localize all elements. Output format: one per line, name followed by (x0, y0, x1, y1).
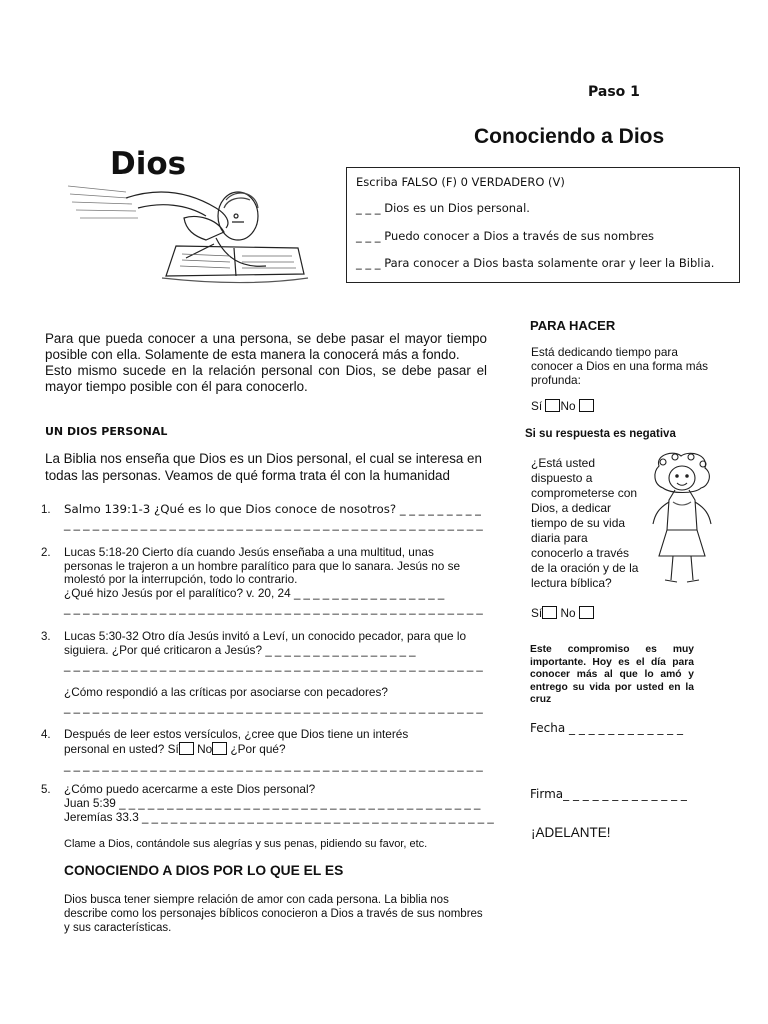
item-4-yes-label: Sí (167, 741, 179, 756)
item-5-ref-1-line: _ _ _ _ _ _ _ _ _ _ _ _ _ _ _ _ _ _ _ _ _ _ _ _ _ _ _ _ _ _ _ _ _ _ _ _ _ _ (119, 798, 481, 810)
page-title: Conociendo a Dios (474, 125, 665, 148)
dios-heading: Dios (110, 146, 187, 182)
call-to-prayer: Clame a Dios, contándole sus alegrías y sus penas, pidiendo su favor, etc. (64, 838, 428, 850)
sidebar-yes-checkbox[interactable] (545, 399, 560, 412)
sidebar-title: PARA HACER (530, 318, 616, 333)
section-text-knowing-god: Dios busca tener siempre relación de amor con cada persona. La biblia nos describe como los personajes bíblicos conocieron a Dios a través de sus nombres y sus características. (64, 894, 483, 934)
girl-illustration (645, 452, 719, 588)
item-2-answer-line: _ _ _ _ _ _ _ _ _ _ _ _ _ _ _ _ (293, 588, 445, 600)
quiz-question-3: _ _ _ Para conocer a Dios basta solamente orar y leer la Biblia. (356, 256, 715, 270)
item-4-why: ¿Por qué? (230, 741, 286, 756)
sidebar-no-checkbox-2[interactable] (579, 606, 594, 619)
sidebar-no-label-2: No (560, 606, 576, 620)
quiz-question-1: _ _ _ Dios es un Dios personal. (356, 201, 530, 215)
item-3-answer-line: _ _ _ _ _ _ _ _ _ _ _ _ _ _ _ _ (265, 644, 416, 657)
sidebar-commitment-text: Este compromiso es muy importante. Hoy es el día para conocer más al que lo amó y entrego su vida por usted en la cruz (530, 644, 694, 705)
item-3-question-2: ¿Cómo respondió a las críticas por asociarse con pecadores? (64, 685, 388, 699)
bible-reading-illustration (66, 178, 312, 288)
item-2-text: Lucas 5:18-20 Cierto día cuando Jesús enseñaba a una multitud, unas personas le trajeron a un hombre paralítico para que lo sanara. Jesús no se molestó por la interrupción, todo lo contrario. (64, 545, 461, 586)
item-number-2: 2. (41, 547, 51, 559)
item-number-5: 5. (41, 784, 51, 796)
sidebar-yes-no-2 (531, 606, 594, 620)
sidebar-yes-label-2: Sí (531, 606, 543, 620)
item-2-answer-line-2: _ _ _ _ _ _ _ _ _ _ _ _ _ _ _ _ _ _ _ _ _ _ _ _ _ _ _ _ _ _ _ _ _ _ _ _ _ _ _ _ _ _ _ _ (64, 603, 483, 615)
sidebar-yes-checkbox-2[interactable] (542, 606, 557, 619)
section-heading-personal-god: UN DIOS PERSONAL (45, 425, 168, 438)
item-4-no-label: No (197, 741, 213, 756)
item-5-ref-2 (64, 811, 494, 826)
quiz-question-2: _ _ _ Puedo conocer a Dios a través de sus nombres (356, 229, 655, 243)
item-2-question-text: ¿Qué hizo Jesús por el paralítico? v. 20, 24 (64, 586, 291, 600)
item-4-yes-checkbox[interactable] (179, 742, 194, 755)
item-4-no-checkbox[interactable] (212, 742, 227, 755)
true-false-quiz-box (346, 167, 740, 283)
item-4-answer-line: _ _ _ _ _ _ _ _ _ _ _ _ _ _ _ _ _ _ _ _ _ _ _ _ _ _ _ _ _ _ _ _ _ _ _ _ _ _ _ _ _ _ _ _ (64, 760, 483, 772)
sidebar-yes-label: Sí (531, 399, 543, 413)
step-label: Paso 1 (588, 84, 640, 100)
sidebar-yes-no-1 (531, 399, 594, 413)
item-5-ref-2-line: _ _ _ _ _ _ _ _ _ _ _ _ _ _ _ _ _ _ _ _ _ _ _ _ _ _ _ _ _ _ _ _ _ _ _ _ _ (142, 812, 494, 824)
quiz-instructions: Escriba FALSO (F) 0 VERDADERO (V) (356, 175, 565, 189)
item-1-question (64, 503, 481, 517)
item-number-4: 4. (41, 729, 51, 741)
section-text-personal-god: La Biblia nos enseña que Dios es un Dios personal, el cual se interesa en todas las personas. Veamos de qué forma trata él con la humanidad (45, 451, 482, 483)
sidebar-no-checkbox[interactable] (579, 399, 594, 412)
item-1-text: Salmo 139:1-3 ¿Qué es lo que Dios conoce de nosotros? (64, 502, 397, 516)
sidebar-negative-heading: Si su respuesta es negativa (525, 428, 676, 440)
item-3-answer-line-2: _ _ _ _ _ _ _ _ _ _ _ _ _ _ _ _ _ _ _ _ _ _ _ _ _ _ _ _ _ _ _ _ _ _ _ _ _ _ _ _ _ _ _ _ (64, 660, 483, 672)
item-3-question-text: Lucas 5:30-32 Otro día Jesús invitó a Leví, un conocido pecador, para que lo siguiera. ¿Por qué criticaron a Jesús? (64, 629, 467, 657)
item-number-1: 1. (41, 504, 51, 516)
item-1-answer-line: _ _ _ _ _ _ _ _ _ (399, 502, 481, 516)
sidebar-commit-question: ¿Está usted dispuesto a comprometerse con Dios, a dedicar tiempo de su vida diaria para conocerlo a través de la oración y de la lectura bíblica? (531, 456, 639, 590)
item-3-answer-line-3: _ _ _ _ _ _ _ _ _ _ _ _ _ _ _ _ _ _ _ _ _ _ _ _ _ _ _ _ _ _ _ _ _ _ _ _ _ _ _ _ _ _ _ _ (64, 702, 483, 714)
item-5-question: ¿Cómo puedo acercarme a este Dios personal? (64, 782, 316, 796)
item-3-text (64, 630, 484, 658)
item-1-answer-line-2: _ _ _ _ _ _ _ _ _ _ _ _ _ _ _ _ _ _ _ _ _ _ _ _ _ _ _ _ _ _ _ _ _ _ _ _ _ _ _ _ _ _ _ _ (64, 519, 483, 531)
item-4-question-text: Después de leer estos versículos, ¿cree que Dios tiene un interés personal en usted? (64, 727, 409, 756)
item-5-ref-2-label: Jeremías 33.3 (64, 810, 139, 824)
item-number-3: 3. (41, 631, 51, 643)
section-heading-knowing-god: CONOCIENDO A DIOS POR LO QUE EL ES (64, 863, 344, 878)
item-4-text (64, 728, 434, 756)
signature-line[interactable]: Firma_ _ _ _ _ _ _ _ _ _ _ _ _ (530, 787, 687, 801)
intro-paragraph-2: Esto mismo sucede en la relación personal con Dios, se debe pasar el mayor tiempo posible con él para conocerlo. (45, 363, 487, 394)
date-signature-line[interactable]: Fecha _ _ _ _ _ _ _ _ _ _ _ _ (530, 721, 683, 735)
sidebar-no-label: No (560, 399, 576, 413)
item-2-question (64, 587, 444, 602)
sidebar-text: Está dedicando tiempo para conocer a Dios en una forma más profunda: (531, 345, 709, 387)
item-5-ref-1-label: Juan 5:39 (64, 796, 116, 810)
intro-paragraph-1: Para que pueda conocer a una persona, se debe pasar el mayor tiempo posible con ella. Solamente de esta manera la conocerá más a fondo. (45, 331, 487, 362)
intro-text (45, 331, 487, 395)
closing-exclamation: ¡ADELANTE! (531, 825, 611, 840)
